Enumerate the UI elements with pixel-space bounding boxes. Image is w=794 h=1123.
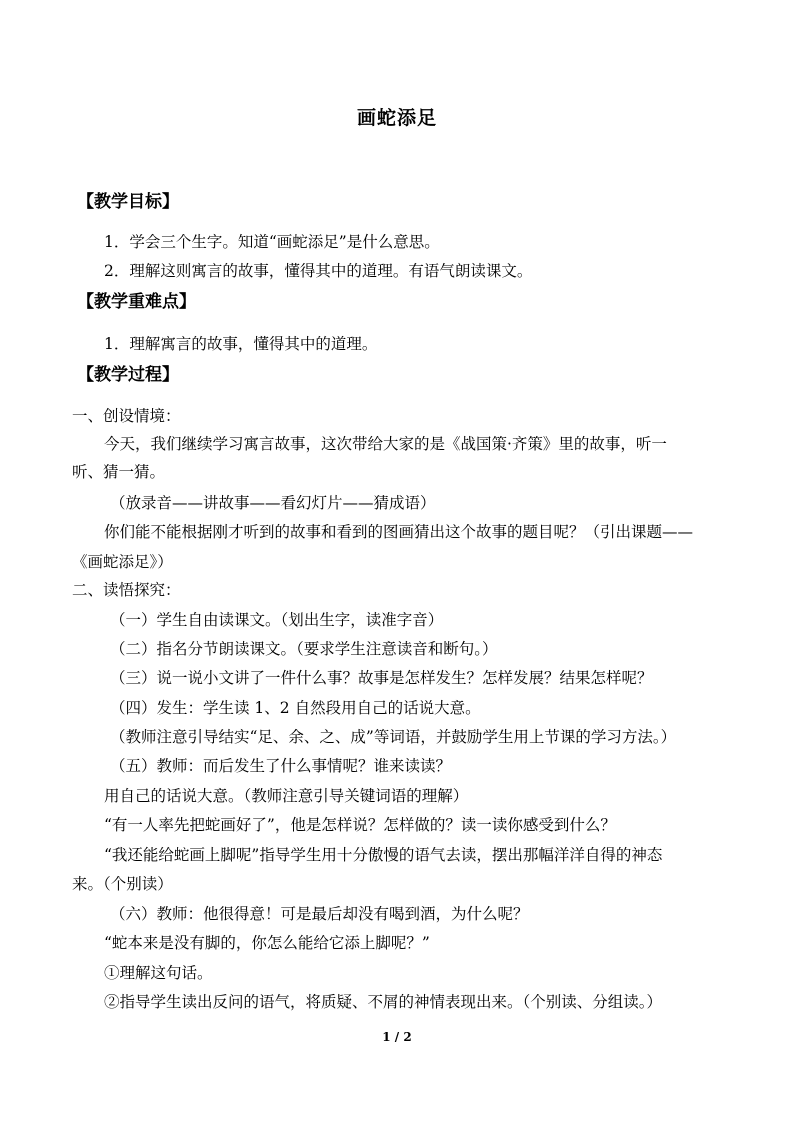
step-4-note: （教师注意引导结实“足、余、之、成”等词语，并鼓励学生用上节课的学习方法。） xyxy=(110,728,677,746)
process-part2-title: 二、读悟探究： xyxy=(72,581,181,599)
process-part1-title: 一、创设情境： xyxy=(72,407,181,425)
step-5: （五）教师：而后发生了什么事情呢？谁来读读？ xyxy=(110,757,452,775)
step-6-sub-2: ②指导学生读出反问的语气，将质疑、不屑的神情表现出来。（个别读、分组读。） xyxy=(104,993,663,1011)
step-1: （一）学生自由读课文。（划出生字，读准字音） xyxy=(110,611,444,629)
step-5-a: 用自己的话说大意。（教师注意引导关键词语的理解） xyxy=(104,787,469,805)
goal-item-1: 1．学会三个生字。知道“画蛇添足”是什么意思。 xyxy=(104,233,440,251)
step-5-c-line2: 来。（个别读） xyxy=(72,875,173,893)
step-2: （二）指名分节朗读课文。（要求学生注意读音和断句。） xyxy=(110,640,498,658)
page-number: 1 / 2 xyxy=(382,1030,412,1044)
paragraph-intro-line1: 今天，我们继续学习寓言故事，这次带给大家的是《战国策·齐策》里的故事，听一 xyxy=(104,435,667,453)
page-title: 画蛇添足 xyxy=(356,107,437,129)
goal-item-2: 2．理解这则寓言的故事，懂得其中的道理。有语气朗读课文。 xyxy=(104,262,533,280)
section-heading-goals: 【教学目标】 xyxy=(77,192,179,212)
section-heading-process: 【教学过程】 xyxy=(77,365,179,385)
step-5-b: “有一人率先把蛇画好了”，他是怎样说？怎样做的？读一读你感受到什么？ xyxy=(104,816,616,834)
step-6: （六）教师：他很得意！可是最后却没有喝到酒，为什么呢？ xyxy=(110,905,529,923)
step-4: （四）发生：学生读 1、2 自然段用自己的话说大意。 xyxy=(110,699,481,717)
paragraph-question-line2: 《画蛇添足》） xyxy=(72,553,173,571)
paragraph-intro-line2: 听、猜一猜。 xyxy=(72,463,166,481)
key-point-item-1: 1．理解寓言的故事，懂得其中的道理。 xyxy=(104,335,378,353)
step-5-c-line1: “我还能给蛇画上脚呢”指导学生用十分傲慢的语气去读，摆出那幅洋洋自得的神态 xyxy=(104,846,663,864)
step-6-sub-1: ①理解这句话。 xyxy=(104,964,213,982)
section-heading-key-points: 【教学重难点】 xyxy=(77,292,196,312)
paragraph-question-line1: 你们能不能根据刚才听到的故事和看到的图画猜出这个故事的题目呢？（引出课题—— xyxy=(104,523,694,541)
step-6-quote: “蛇本来是没有脚的，你怎么能给它添上脚呢？” xyxy=(104,934,430,952)
paragraph-intro-note: （放录音——讲故事——看幻灯片——猜成语） xyxy=(110,494,436,512)
step-3: （三）说一说小文讲了一件什么事？故事是怎样发生？怎样发展？结果怎样呢？ xyxy=(110,669,653,687)
